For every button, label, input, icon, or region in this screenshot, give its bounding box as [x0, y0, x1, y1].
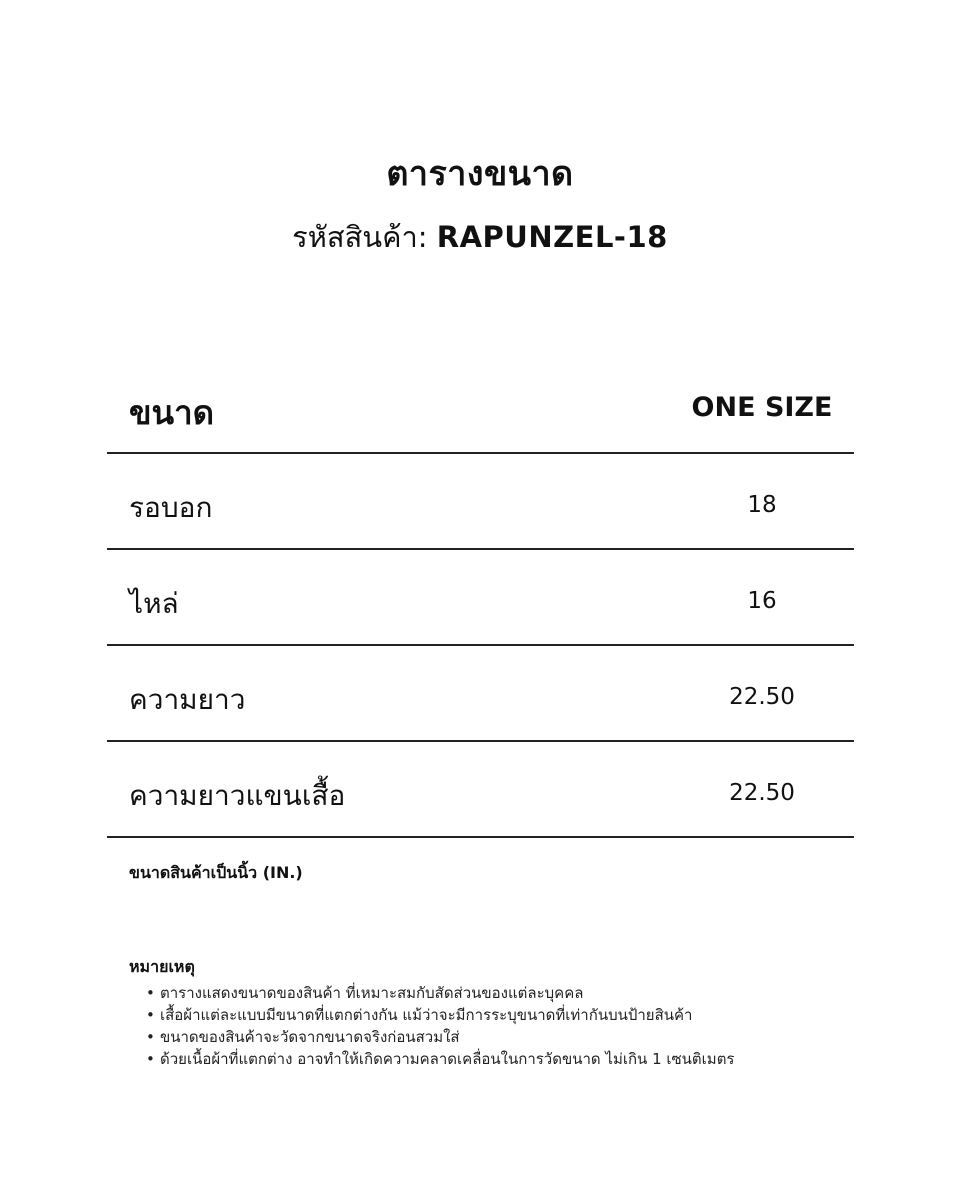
product-code-label: รหัสสินค้า:	[292, 220, 428, 254]
note-text: ตารางแสดงขนาดของสินค้า ที่เหมาะสมกับสัดส่วนของแต่ละบุคคล	[160, 984, 584, 1002]
note-text: ขนาดของสินค้าจะวัดจากขนาดจริงก่อนสวมใส่	[160, 1028, 460, 1046]
bullet-icon: •	[146, 1006, 155, 1024]
note-item	[146, 1048, 735, 1070]
bullet-icon: •	[146, 984, 155, 1002]
size-column-header: ขนาด	[129, 393, 215, 432]
note-text: เสื้อผ้าแต่ละแบบมีขนาดที่แตกต่างกัน แม้ว่าจะมีการระบุขนาดที่เท่ากันบนป้ายสินค้า	[160, 1006, 693, 1024]
size-row-value: 18	[747, 492, 777, 518]
size-row-sleeve-length	[107, 742, 854, 838]
note-item	[146, 1026, 735, 1048]
size-row-label: ความยาวแขนเสื้อ	[129, 779, 346, 812]
size-row-shoulder	[107, 550, 854, 646]
bullet-icon: •	[146, 1028, 155, 1046]
note-text: ด้วยเนื้อผ้าที่แตกต่าง อาจทำให้เกิดความคลาดเคลื่อนในการวัดขนาด ไม่เกิน 1 เซนติเมตร	[160, 1050, 735, 1068]
bullet-icon: •	[146, 1050, 155, 1068]
page-title: ตารางขนาด	[386, 154, 574, 194]
size-row-label: ไหล่	[129, 587, 179, 620]
notes-title: หมายเหตุ	[129, 957, 195, 976]
size-table	[107, 380, 854, 838]
unit-note: ขนาดสินค้าเป็นนิ้ว (IN.)	[129, 863, 303, 882]
note-item	[146, 1004, 735, 1026]
size-row-value: 22.50	[729, 780, 795, 806]
note-item	[146, 982, 735, 1004]
size-row-label: รอบอก	[129, 491, 213, 524]
size-row-length	[107, 646, 854, 742]
size-table-header	[107, 380, 854, 454]
product-code-line	[0, 214, 960, 260]
notes-list	[146, 982, 735, 1070]
size-row-chest	[107, 454, 854, 550]
product-code: RAPUNZEL-18	[436, 220, 668, 254]
size-row-label: ความยาว	[129, 683, 246, 716]
size-row-value: 22.50	[729, 684, 795, 710]
one-size-column-header: ONE SIZE	[691, 392, 833, 423]
size-row-value: 16	[747, 588, 777, 614]
